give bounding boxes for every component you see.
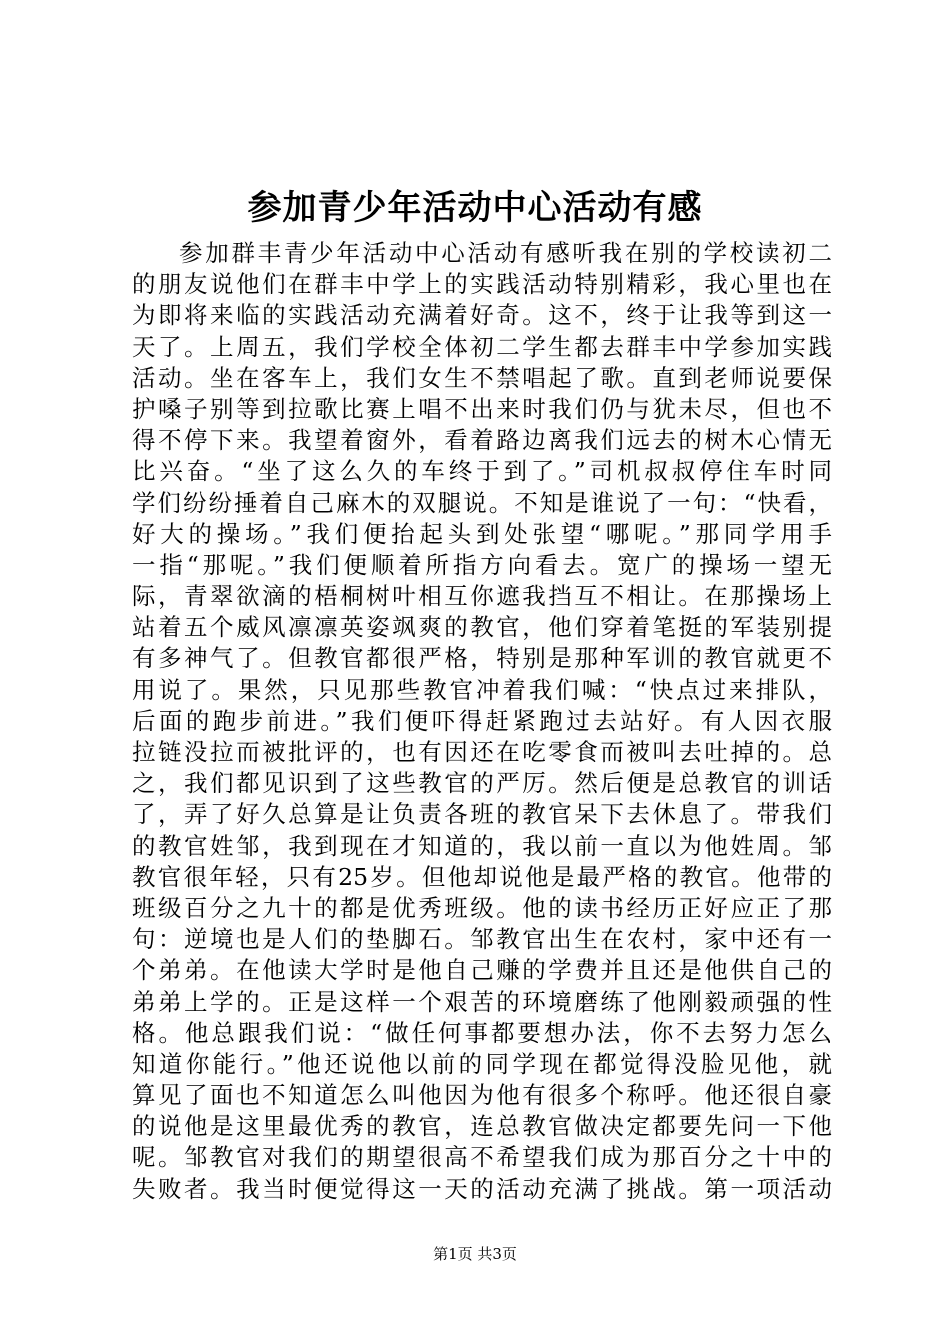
body-line: 句：逆境也是人们的垫脚石。邹教官出生在农村，家中还有一 (132, 925, 832, 954)
body-line: 参加群丰青少年活动中心活动有感听我在别的学校读初二 (179, 239, 832, 267)
body-line: 为即将来临的实践活动充满着好奇。这不，终于让我等到这一 (132, 301, 832, 330)
body-line: 护嗓子别等到拉歌比赛上唱不出来时我们仍与犹未尽，但也不 (132, 394, 832, 423)
body-line: 一指“那呢。”我们便顺着所指方向看去。宽广的操场一望无 (132, 550, 832, 579)
body-line: 用说了。果然，只见那些教官冲着我们喊：“快点过来排队， (132, 675, 832, 704)
body-line: 呢。邹教官对我们的期望很高不希望我们成为那百分之十中的 (132, 1143, 832, 1172)
page-footer: 第1页 共3页 (433, 1245, 517, 1263)
body-line: 站着五个威风凛凛英姿飒爽的教官，他们穿着笔挺的军装别提 (132, 613, 832, 642)
body-line: 失败者。我当时便觉得这一天的活动充满了挑战。第一项活动 (132, 1174, 832, 1203)
body-line: 好大的操场。”我们便抬起头到处张望“哪呢。”那同学用手 (132, 519, 832, 548)
body-line: 格。他总跟我们说：“做任何事都要想办法，你不去努力怎么 (132, 1018, 832, 1047)
body-line: 算见了面也不知道怎么叫他因为他有很多个称呼。他还很自豪 (132, 1081, 832, 1110)
document-title: 参加青少年活动中心活动有感 (247, 188, 703, 228)
body-line: 之，我们都见识到了这些教官的严厉。然后便是总教官的训话 (132, 769, 832, 798)
body-line: 后面的跑步前进。”我们便吓得赶紧跑过去站好。有人因衣服 (132, 706, 832, 735)
body-line: 拉链没拉而被批评的，也有因还在吃零食而被叫去吐掉的。总 (132, 738, 832, 766)
body-line: 的教官姓邹，我到现在才知道的，我以前一直以为他姓周。邹 (132, 831, 832, 860)
body-line: 的说他是这里最优秀的教官，连总教官做决定都要先问一下他 (132, 1112, 832, 1141)
body-line: 比兴奋。“坐了这么久的车终于到了。”司机叔叔停住车时同 (132, 457, 832, 486)
body-line: 班级百分之九十的都是优秀班级。他的读书经历正好应正了那 (132, 893, 832, 922)
body-line: 有多神气了。但教官都很严格，特别是那种军训的教官就更不 (132, 644, 832, 673)
body-line: 得不停下来。我望着窗外，看着路边离我们远去的树木心情无 (132, 426, 832, 455)
body-line: 天了。上周五，我们学校全体初二学生都去群丰中学参加实践 (132, 332, 832, 361)
body-line: 弟弟上学的。正是这样一个艰苦的环境磨练了他刚毅顽强的性 (132, 987, 832, 1016)
body-line: 知道你能行。”他还说他以前的同学现在都觉得没脸见他，就 (132, 1049, 832, 1078)
body-line: 学们纷纷捶着自己麻木的双腿说。不知是谁说了一句：“快看， (132, 488, 832, 517)
body-line: 活动。坐在客车上，我们女生不禁唱起了歌。直到老师说要保 (132, 363, 832, 392)
document-body (132, 238, 832, 1205)
body-line: 了，弄了好久总算是让负责各班的教官呆下去休息了。带我们 (132, 800, 832, 829)
body-line: 个弟弟。在他读大学时是他自己赚的学费并且还是他供自己的 (132, 956, 832, 985)
body-line: 的朋友说他们在群丰中学上的实践活动特别精彩，我心里也在 (132, 270, 832, 299)
body-line: 际，青翠欲滴的梧桐树叶相互你遮我挡互不相让。在那操场上 (132, 582, 832, 611)
body-line: 教官很年轻，只有25岁。但他却说他是最严格的教官。他带的 (132, 862, 832, 891)
